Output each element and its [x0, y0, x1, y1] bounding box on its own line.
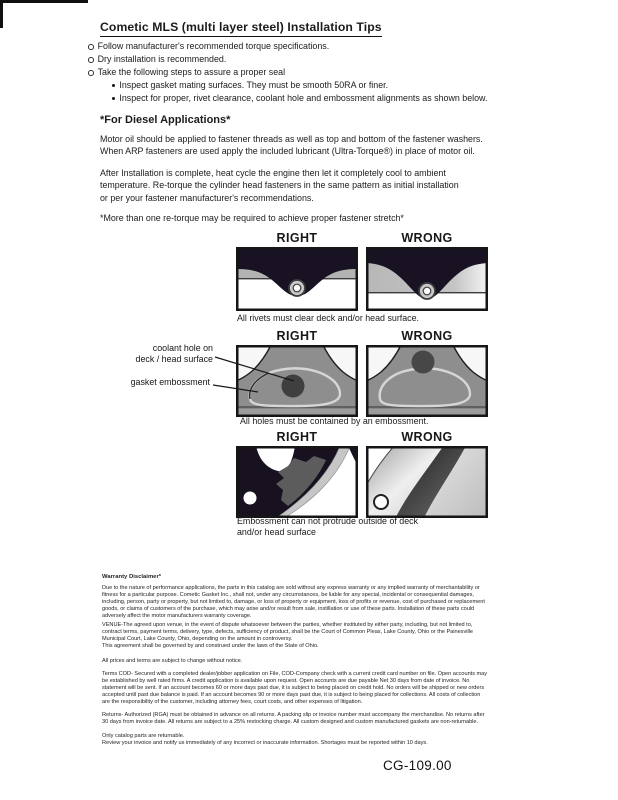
disclaimer-paragraph-warranty: Due to the nature of performance applications, the parts in this catalog are sold without any express warranty or any implied warranty of merchantability or fitness for a particular purpose. Cometic Gasket Inc., shall not, under any circumstances, be liable for any special, incidental or consequential damages, including, person, party or property, but not limited to, damage, or loss of property or equipment, loss of profits or revenue, cost of purchased or replacement goods, or claims of customers of the purchase, which may arise and/or result from sale, instillation or use of these parts. Installation of these parts could adversely affect the motor manufacturers warranty coverage. [102, 585, 485, 619]
gasket-embossment-label: gasket embossment [130, 377, 210, 387]
figure-row-protrusion [236, 430, 488, 518]
disclaimer-paragraph-terms: Terms COD- Secured with a completed dealer/jobber application on File, COD-Company check with a current credit card number on file. Open accounts may be established by well rated firms. A credit application is available upon request. Open accounts are due payable Net 30 days from date of invoice. No statement will be sent. If an account becomes 60 or more days past due, it is subject to being placed on credit hold. No orders will be shipped or new orders accepted until past due balance is paid. If an account becomes 90 or more days past due, it is subject to being placed for collections. All costs of collection are the responsibility of the customer, including attorney fees, court costs, and other expenses of litigation. [102, 671, 488, 705]
open-bullet-icon [88, 70, 94, 76]
figure-caption-rivets: All rivets must clear deck and/or head surface. [237, 313, 420, 323]
bullet-text: Take the following steps to assure a proper seal [97, 67, 286, 77]
wrong-label: WRONG [401, 329, 453, 343]
diesel-note: *More than one re-torque may be required to achieve proper fastener stretch* [100, 213, 404, 224]
open-bullet-icon [88, 44, 94, 50]
leader-lines [95, 340, 310, 410]
wrong-label: WRONG [401, 430, 453, 444]
sub-bullet-text: Inspect gasket mating surfaces. They must be smooth 50RA or finer. [119, 80, 389, 90]
diesel-heading: *For Diesel Applications* [100, 114, 231, 126]
sub-bullet-item [112, 92, 487, 105]
rivet-right-diagram [236, 247, 358, 311]
page-corner-mark-horizontal [0, 0, 88, 3]
right-label: RIGHT [276, 430, 318, 444]
diesel-paragraph-2: After Installation is complete, heat cycle the engine then let it completely cool to ambient temperature. Re-torque the cylinder head fasteners in the same pattern as initial installation or per your fastener manufacturer's recommendations. [100, 167, 459, 203]
bullet-text: Dry installation is recommended. [97, 54, 227, 64]
protrusion-right-diagram [236, 446, 358, 518]
sub-bullet-text: Inspect for proper, rivet clearance, coolant hole and embossment alignments as shown below. [119, 93, 488, 103]
disclaimer-paragraph-invoice: Review your invoice and notify us immediately of any incorrect or inaccurate information. Shortages must be reported within 10 days. [102, 740, 428, 746]
bullet-text: Follow manufacturer's recommended torque specifications. [97, 41, 330, 51]
wrong-label: WRONG [401, 231, 453, 245]
bullet-item [88, 53, 487, 66]
protrusion-wrong-diagram [366, 446, 488, 518]
figure-row-rivets [236, 231, 488, 311]
figure-caption-protrusion: Embossment can not protrude outside of deck and/or head surface [237, 516, 419, 537]
page-corner-mark-vertical [0, 0, 3, 28]
disclaimer-paragraph-venue: VENUE-The agreed upon venue, in the event of dispute whatsoever between the parties, whether instituted by either party, including, but not limited to, contract terms, payment terms, delivery, type, defects, sufficiency of product, shall be the Court of Common Pleas, Lake County, Ohio or the Painesville Municipal Court, Lake County, Ohio, depending on the amount in controversy. [102, 622, 473, 642]
filled-bullet-icon [112, 84, 115, 87]
diesel-paragraph-1: Motor oil should be applied to fastener threads as well as top and bottom of the fastener washers. When ARP fasteners are used apply the included lubricant (Ultra-Torque®) in place of motor oil. [100, 134, 483, 157]
coolant-hole-label: coolant hole on deck / head surface [135, 343, 213, 364]
bullet-item [88, 66, 487, 79]
sub-bullet-item [112, 79, 487, 92]
disclaimer-paragraph-catalog: Only catalog parts are returnable. [102, 733, 185, 739]
disclaimer-paragraph-agreement: This agreement shall be governed by and construed under the laws of the State of Ohio. [102, 643, 319, 649]
disclaimer-heading: Warranty Disclaimer* [102, 574, 162, 580]
filled-bullet-icon [112, 97, 115, 100]
diesel-section [100, 114, 530, 223]
bullet-item [88, 40, 487, 53]
disclaimer-paragraph-prices: All prices and terms are subject to change without notice. [102, 658, 243, 664]
right-label: RIGHT [276, 329, 318, 343]
hole-wrong-diagram [366, 345, 488, 417]
intro-bullet-list [88, 40, 487, 105]
rivet-wrong-diagram [366, 247, 488, 311]
page-title: Cometic MLS (multi layer steel) Installation Tips [100, 20, 382, 37]
open-bullet-icon [88, 57, 94, 63]
figure-caption-holes: All holes must be contained by an embossment. [240, 416, 429, 426]
warranty-disclaimer [102, 574, 520, 747]
page-number: CG-109.00 [383, 758, 452, 773]
disclaimer-paragraph-returns: Returns- Authorized (RGA) must be obtained in advance on all returns. A packing slip or invoice number must accompany the merchandise. No returns after 30 days from invoice date. All returns are subject to a 25% restocking charge. All custom designed and custom manufactured gaskets are non-returnable. [102, 712, 485, 725]
right-label: RIGHT [276, 231, 318, 245]
